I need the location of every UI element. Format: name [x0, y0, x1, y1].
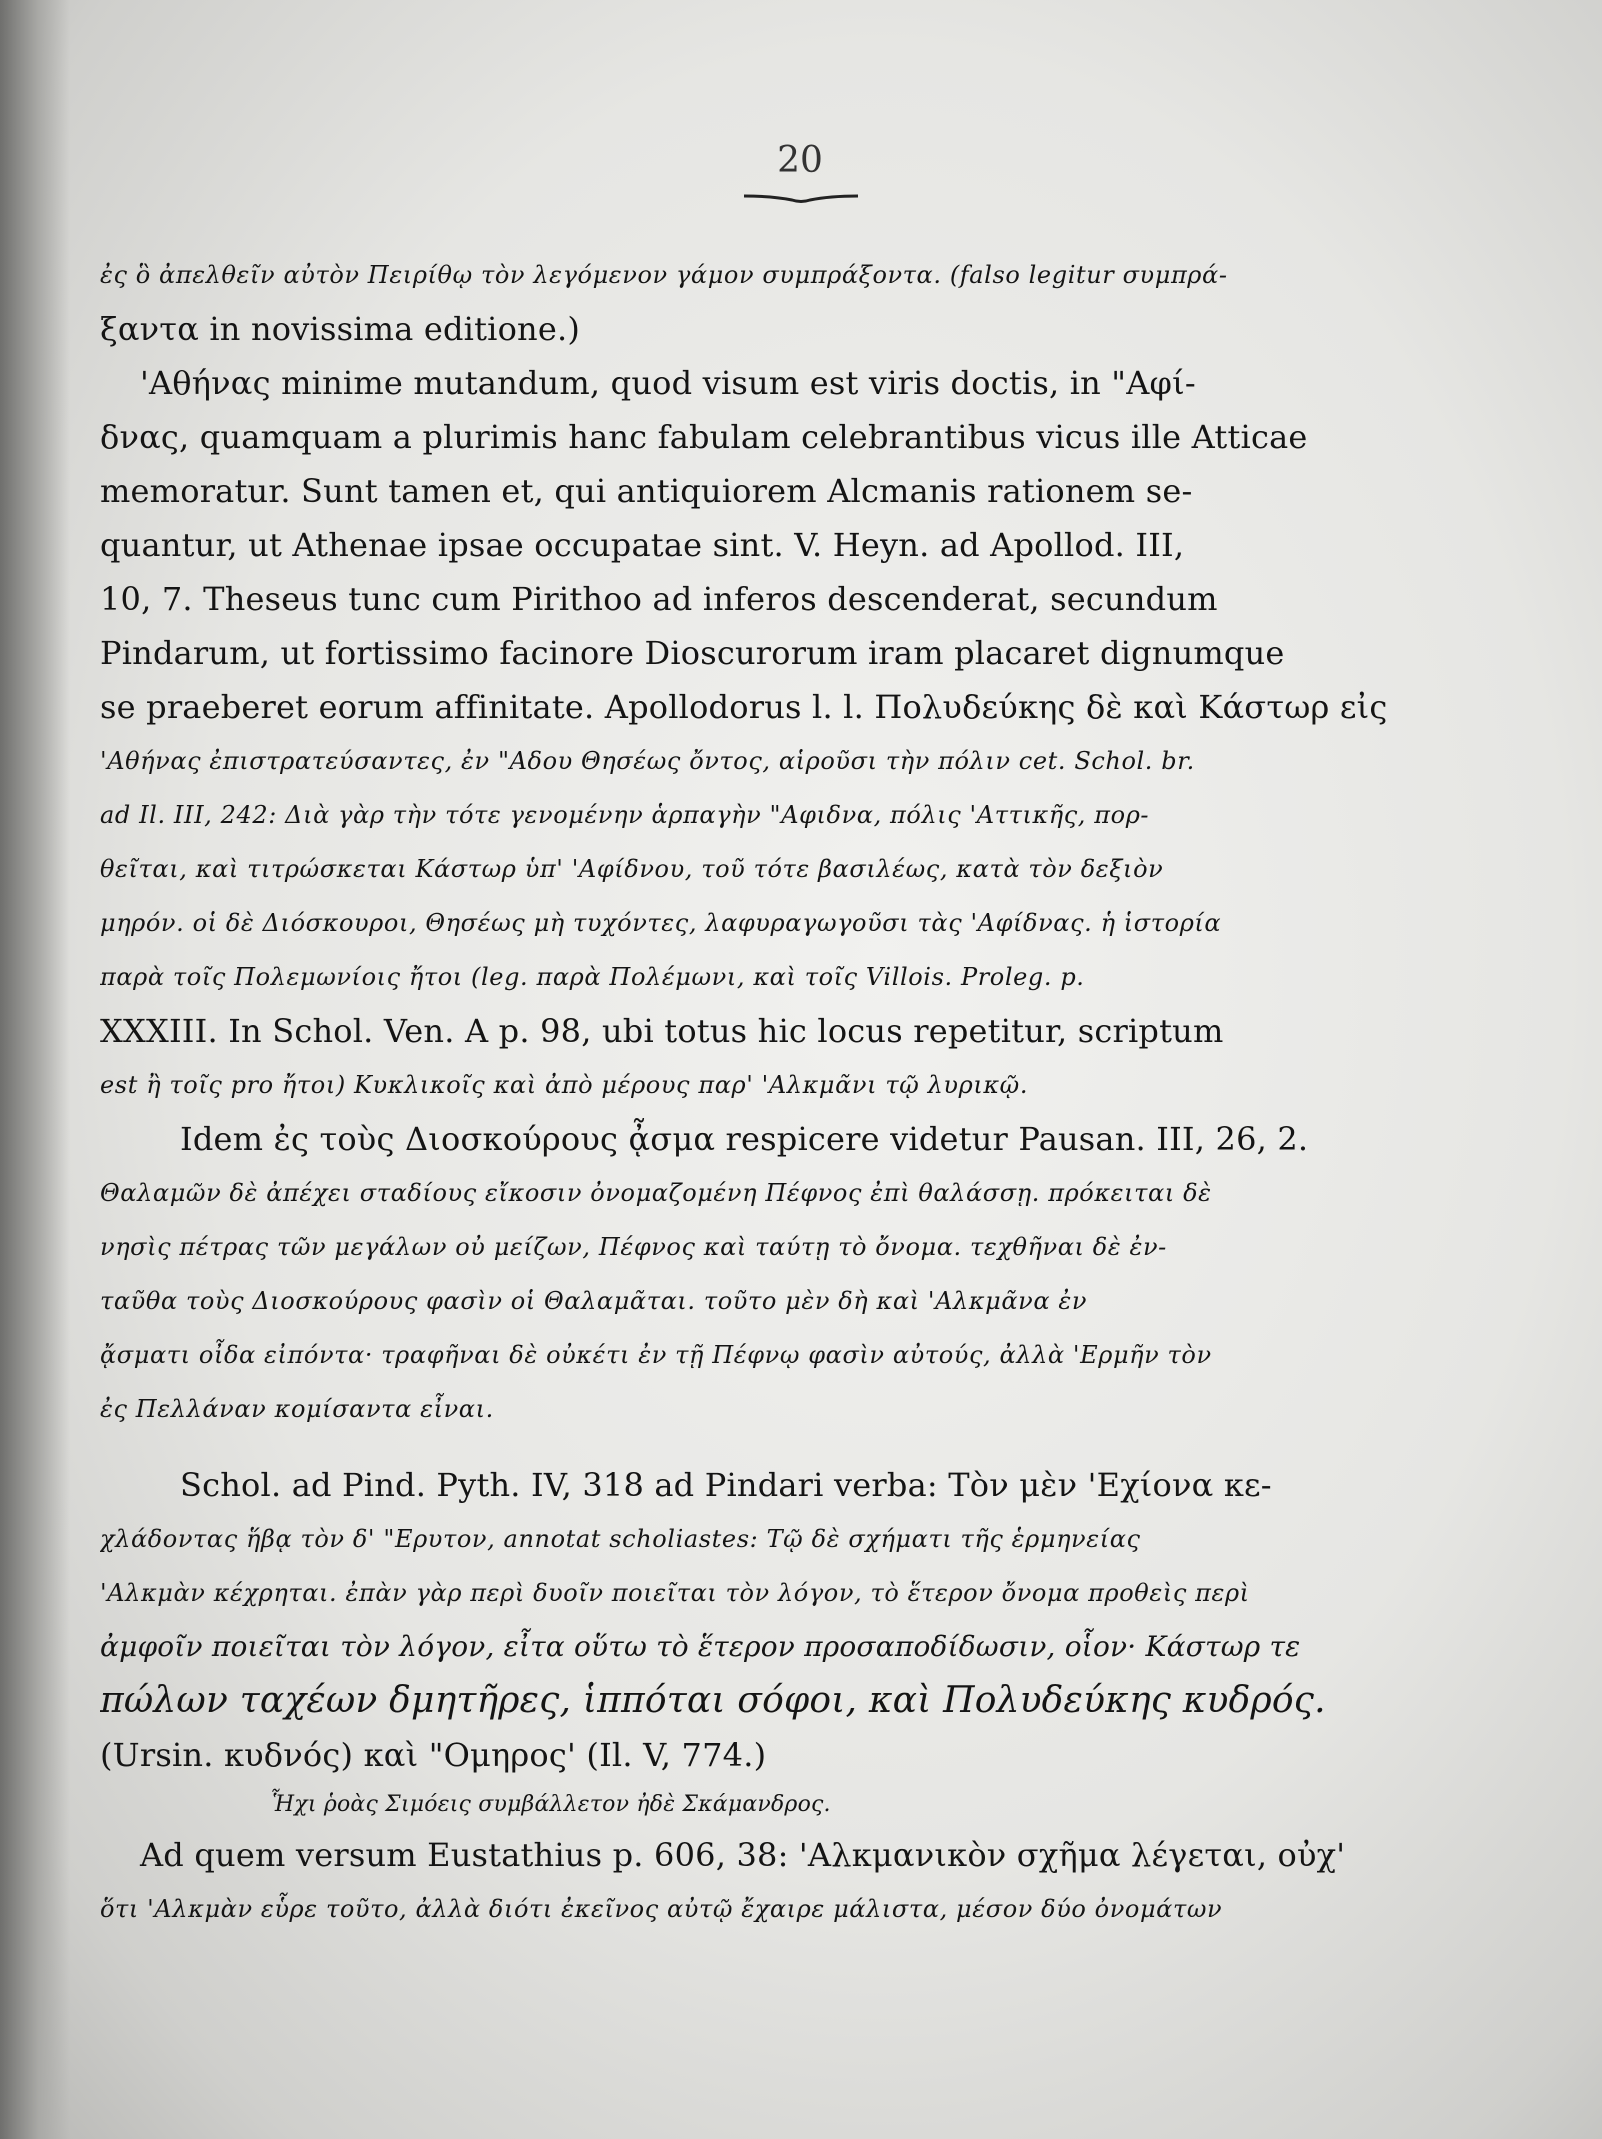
- text-line: παρὰ τοῖς Πολεμωνίοις ἤτοι (leg. παρὰ Πολέμωνι, καὶ τοῖς Villois. Proleg. p.: [100, 963, 1085, 991]
- text-line: ξαντα in novissima editione.): [100, 310, 581, 348]
- page-number: 20: [777, 140, 823, 181]
- text-line: memoratur. Sunt tamen et, qui antiquiorem Alcmanis rationem se-: [100, 472, 1193, 510]
- text-line: χλάδοντας ἥβᾳ τὸν δ' "Ερυτον, annotat scholiastes: Τῷ δὲ σχήματι τῆς ἑρμηνείας: [100, 1525, 1141, 1553]
- text-line: se praeberet eorum affinitate. Apollodorus l. l. Πολυδεύκης δὲ καὶ Κάστωρ εἰς: [100, 688, 1388, 726]
- text-line: Idem ἐς τοὺς Διοσκούρους ᾆσμα respicere videtur Pausan. III, 26, 2.: [180, 1120, 1309, 1158]
- text-line: ᾄσματι οἶδα εἰπόντα· τραφῆναι δὲ οὐκέτι ἐν τῇ Πέφνῳ φασὶν αὐτούς, ἀλλὰ 'Ερμῆν τὸν: [100, 1341, 1212, 1369]
- text-line: νησὶς πέτρας τῶν μεγάλων οὐ μείζων, Πέφνος καὶ ταύτῃ τὸ ὄνομα. τεχθῆναι δὲ ἐν-: [100, 1233, 1167, 1261]
- text-line: ταῦθα τοὺς Διοσκούρους φασὶν οἱ Θαλαμᾶται. τοῦτο μὲν δὴ καὶ 'Αλκμᾶνα ἐν: [100, 1287, 1088, 1315]
- text-line: πώλων ταχέων δμητῆρες, ἱππόται σόφοι, καὶ Πολυδεύκης κυδρός.: [100, 1680, 1326, 1721]
- text-line: 10, 7. Theseus tunc cum Pirithoo ad inferos descenderat, secundum: [100, 580, 1218, 618]
- text-line: 'Αλκμὰν κέχρηται. ἐπὰν γὰρ περὶ δυοῖν ποιεῖται τὸν λόγον, τὸ ἕτερον ὄνομα προθεὶς περὶ: [100, 1579, 1250, 1607]
- text-line: ἐς ὃ ἀπελθεῖν αὐτὸν Πειρίθῳ τὸν λεγόμενον γάμον συμπράξοντα. (falso legitur συμπρά-: [100, 261, 1228, 289]
- body-text: [100, 248, 1500, 1936]
- text-line: μηρόν. οἱ δὲ Διόσκουροι, Θησέως μὴ τυχόντες, λαφυραγωγοῦσι τὰς 'Αφίδνας. ἡ ἱστορία: [100, 909, 1222, 937]
- text-line: ad Il. III, 242: Διὰ γὰρ τὴν τότε γενομένην ἁρπαγὴν "Αφιδνα, πόλις 'Αττικῆς, πορ-: [100, 801, 1150, 829]
- text-line: θεῖται, καὶ τιτρώσκεται Κάστωρ ὑπ' 'Αφίδνου, τοῦ τότε βασιλέως, κατὰ τὸν δεξιὸν: [100, 855, 1164, 883]
- text-line: quantur, ut Athenae ipsae occupatae sint. V. Heyn. ad Apollod. III,: [100, 526, 1185, 564]
- text-line: ὅτι 'Αλκμὰν εὗρε τοῦτο, ἀλλὰ διότι ἐκεῖνος αὐτῷ ἔχαιρε μάλιστα, μέσον δύο ὀνομάτων: [100, 1895, 1223, 1923]
- text-line: est ἢ τοῖς pro ἤτοι) Κυκλικοῖς καὶ ἀπὸ μέρους παρ' 'Αλκμᾶνι τῷ λυρικῷ.: [100, 1071, 1029, 1099]
- binding-shadow: [0, 0, 70, 2139]
- page-number-flourish: [742, 190, 860, 206]
- text-line: Pindarum, ut fortissimo facinore Dioscurorum iram placaret dignumque: [100, 634, 1285, 672]
- text-line: XXXIII. In Schol. Ven. A p. 98, ubi totus hic locus repetitur, scriptum: [100, 1012, 1224, 1050]
- text-line: Schol. ad Pind. Pyth. IV, 318 ad Pindari verba: Τὸν μὲν 'Εχίονα κε-: [180, 1466, 1272, 1504]
- text-line: δνας, quamquam a plurimis hanc fabulam celebrantibus vicus ille Atticae: [100, 418, 1308, 456]
- text-line: (Ursin. κυδνός) καὶ "Ομηρος' (Il. V, 774.): [100, 1736, 767, 1774]
- text-line: Ἧχι ῥοὰς Σιμόεις συμβάλλετον ἠδὲ Σκάμανδρος.: [270, 1792, 831, 1817]
- text-line: Θαλαμῶν δὲ ἀπέχει σταδίους εἴκοσιν ὀνομαζομένη Πέφνος ἐπὶ θαλάσσῃ. πρόκειται δὲ: [100, 1179, 1212, 1207]
- text-line: Ad quem versum Eustathius p. 606, 38: 'Αλκμανικὸν σχῆμα λέγεται, οὐχ': [140, 1836, 1346, 1874]
- text-line: 'Αθήνας ἐπιστρατεύσαντες, ἐν "Αδου Θησέως ὄντος, αἱροῦσι τὴν πόλιν cet. Schol. br.: [100, 747, 1195, 775]
- text-line: ἀμφοῖν ποιεῖται τὸν λόγον, εἶτα οὕτω τὸ ἕτερον προσαποδίδωσιν, οἷον· Κάστωρ τε: [100, 1630, 1301, 1663]
- text-line: 'Αθήνας minime mutandum, quod visum est viris doctis, in "Αφί-: [140, 364, 1196, 402]
- text-line: ἐς Πελλάναν κομίσαντα εἶναι.: [100, 1395, 494, 1423]
